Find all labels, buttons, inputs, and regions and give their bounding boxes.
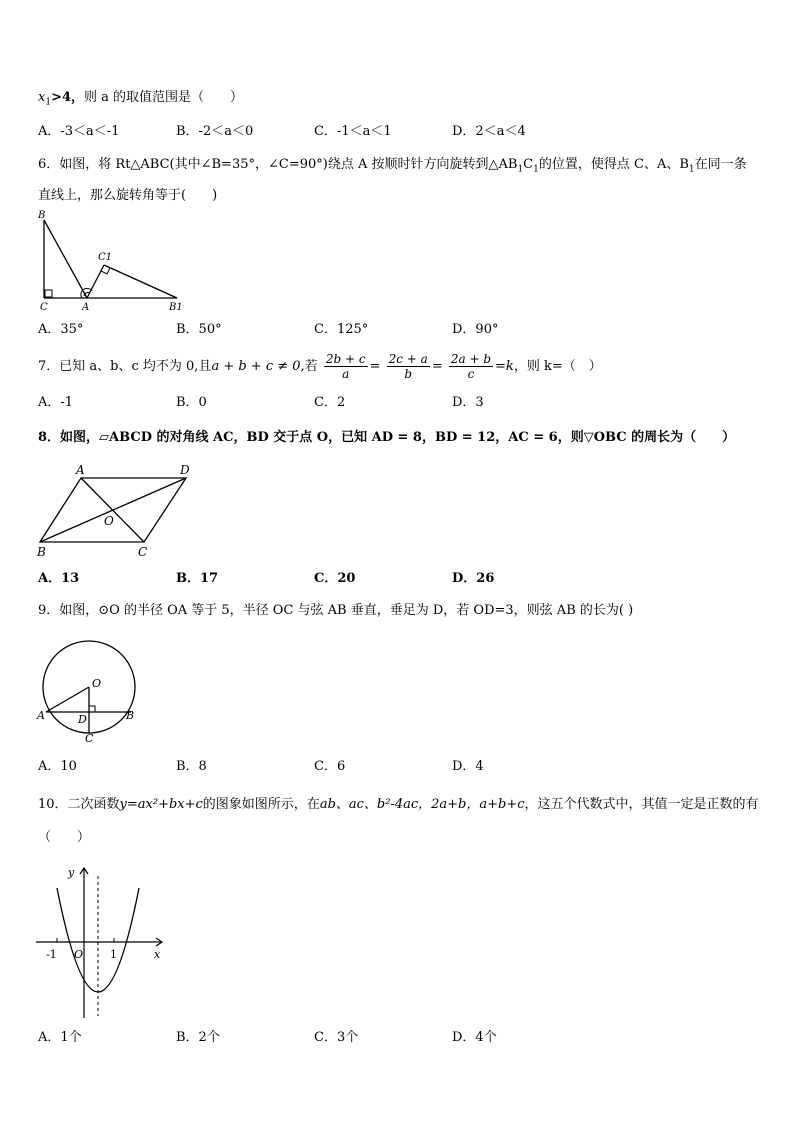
q6-sub2: 1 (533, 164, 539, 175)
q8-figure (34, 462, 199, 562)
q9-figure (34, 630, 144, 745)
q9-option-a: A．10 (38, 759, 77, 774)
q5-option-a: A．-3＜a＜-1 (38, 124, 120, 139)
q10-label-y: y (68, 866, 75, 879)
q10-option-d: D．4个 (452, 1030, 497, 1045)
q6-stem-line1 (38, 155, 747, 180)
q7-cond: a + b + c ≠ 0 (211, 359, 301, 374)
q6-figure (34, 208, 194, 313)
q5-option-b: B．-2＜a＜0 (176, 124, 254, 139)
q7-frac-1-num: 2b + c (325, 352, 366, 366)
q10-label-x: x (154, 948, 161, 961)
q5-option-d: D．2＜a＜4 (452, 124, 526, 139)
q10-option-a: A．1个 (38, 1030, 82, 1045)
q8-option-b: B．17 (176, 571, 219, 586)
q10-stem-a: 10．二次函数 (38, 797, 120, 812)
q9-option-b: B．8 (176, 759, 207, 774)
q6-label-c: C (40, 302, 48, 313)
q10-func: y=ax²+bx+c (119, 797, 203, 812)
q6-label-b: B (38, 210, 46, 221)
q9-label-b: B (126, 709, 135, 722)
q7-eq-3: = (495, 359, 506, 374)
q7-option-c: C．2 (314, 395, 346, 410)
q8-option-a: A．13 (38, 571, 80, 586)
q8-label-o: O (104, 514, 114, 528)
q6-text-a: 6．如图，将 Rt△ABC(其中∠B=35°，∠C=90°)绕点 A 按顺时针方向旋转到△AB (38, 157, 518, 172)
q7-frac-2 (387, 352, 430, 381)
q10-exprs: ab、ac、b²-4ac，2a+b，a+b+c (319, 797, 525, 812)
q7-frac-2-num: 2c + a (388, 352, 428, 366)
q7-option-a: A．-1 (38, 395, 74, 410)
q10-stem-b: 的图象如图所示，在 (202, 797, 320, 812)
q9-label-o: O (92, 677, 102, 690)
q8-option-d: D．26 (452, 571, 495, 586)
q6-label-b1: B1 (169, 302, 183, 313)
q10-label-1: 1 (110, 948, 117, 961)
q8-option-c: C．20 (314, 571, 356, 586)
q6-text-b: 的位置，使得点 C、A、B (538, 157, 689, 172)
q9-option-d: D．4 (452, 759, 484, 774)
q7-option-d: D．3 (452, 395, 484, 410)
q7-prefix: 7．已知 a、b、c 均不为 0,且 (38, 359, 212, 374)
q9-label-d: D (78, 713, 87, 726)
q6-stem-line2: 直线上，那么旋转角等于( ) (38, 188, 218, 203)
q10-stem-line1 (38, 795, 759, 815)
q10-stem-c: ，这五个代数式中，其值一定是正数的有 (524, 797, 759, 812)
q6-option-c: C．125° (314, 322, 369, 337)
q7-frac-1 (324, 352, 368, 381)
q5-cond-sub: 1 (45, 97, 52, 108)
q6-option-d: D．90° (452, 322, 499, 337)
q7-mid: ,若 (300, 359, 318, 374)
q7-frac-3 (449, 352, 493, 381)
q5-stem (38, 88, 243, 113)
q6-option-b: B．50° (176, 322, 222, 337)
q10-label-o: O (74, 948, 84, 961)
q6-sub1: 1 (517, 164, 524, 175)
q8-label-d: D (180, 463, 190, 477)
q7-frac-3-num: 2a + b (450, 352, 492, 366)
q8-label-c: C (138, 545, 148, 559)
q7-frac-2-den: b (404, 367, 413, 381)
q7-option-b: B．0 (176, 395, 207, 410)
q7-k: k (505, 359, 514, 374)
q7-eq-1: = (369, 359, 381, 374)
q9-label-a: A (37, 709, 45, 722)
q10-option-b: B．2个 (176, 1030, 220, 1045)
q8-label-b: B (37, 545, 46, 559)
q7-stem (38, 350, 602, 384)
q9-stem: 9．如图，⊙O 的半径 OA 等于 5，半径 OC 与弦 AB 垂直，垂足为 D，若 OD=3，则弦 AB 的长为( ) (38, 603, 634, 618)
q7-frac-3-den: c (467, 367, 475, 381)
q6-option-a: A．35° (38, 322, 84, 337)
q8-label-a: A (76, 463, 85, 477)
q7-suffix: ，则 k=（ ） (513, 359, 602, 374)
q9-label-c: C (85, 732, 94, 745)
q7-frac-1-den: a (342, 367, 350, 381)
q7-eq-2: = (431, 359, 443, 374)
q10-stem-line2: （ ） (38, 830, 91, 845)
q6-sub3: 1 (688, 164, 695, 175)
q5-cond-rel: >4， (51, 90, 85, 105)
q6-text-tail: 在同一条 (694, 157, 747, 172)
q6-text-c: C (523, 157, 534, 172)
q8-stem: 8．如图，▱ABCD 的对角线 AC，BD 交于点 O，已知 AD = 8，BD = 12，AC = 6，则▽OBC 的周长为（ ） (38, 430, 736, 445)
q6-label-c1: C1 (98, 252, 113, 263)
q10-option-c: C．3个 (314, 1030, 359, 1045)
q6-label-a: A (82, 302, 90, 313)
q5-option-c: C．-1＜a＜1 (314, 124, 392, 139)
q10-label-neg1: -1 (46, 948, 57, 961)
q5-cond-var: x (38, 90, 46, 105)
q9-option-c: C．6 (314, 759, 346, 774)
q5-stem-text: 则 a 的取值范围是（ ） (84, 90, 244, 105)
q10-figure (34, 858, 174, 1023)
